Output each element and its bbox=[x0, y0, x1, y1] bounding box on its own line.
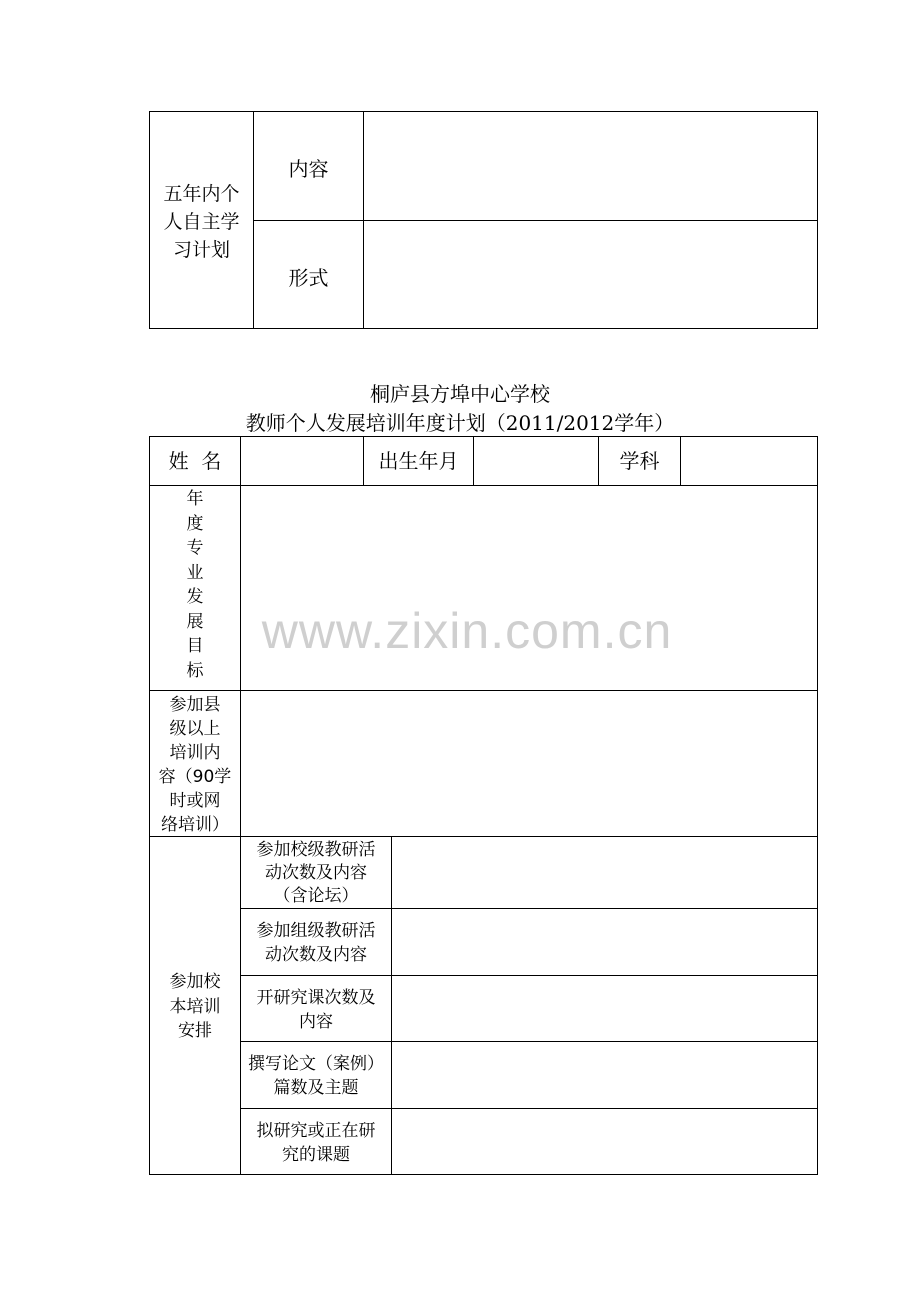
group-research-field[interactable] bbox=[393, 910, 816, 974]
goal-label-char: 展 bbox=[186, 611, 204, 632]
school-training-label-line: 参加校 bbox=[169, 972, 221, 992]
table1-row-header-line: 习计划 bbox=[172, 239, 230, 261]
plan-title: 教师个人发展培训年度计划（2011/2012学年） bbox=[245, 411, 675, 435]
school-training-label-line: 本培训 bbox=[169, 996, 221, 1017]
research-topic-label-line: 拟研究或正在研 bbox=[256, 1121, 376, 1141]
paper-field[interactable] bbox=[393, 1043, 816, 1107]
table2-hline-goal bbox=[149, 690, 818, 691]
paper-label bbox=[241, 1052, 391, 1100]
county-training-label-line: 络培训） bbox=[161, 815, 229, 835]
table2-hline-item-3 bbox=[240, 1041, 818, 1042]
name-field[interactable] bbox=[242, 438, 362, 484]
school-research-label-line: 参加校级教研活 bbox=[256, 840, 376, 860]
group-research-label-line: 参加组级教研活 bbox=[256, 921, 376, 941]
form-field[interactable] bbox=[365, 222, 816, 327]
open-lesson-label bbox=[241, 986, 391, 1034]
content-label: 内容 bbox=[288, 157, 329, 181]
table2-vline-header-4 bbox=[680, 436, 681, 486]
county-training-label-line: 级以上 bbox=[169, 719, 221, 739]
birth-label: 出生年月 bbox=[378, 449, 459, 473]
school-training-label bbox=[150, 970, 240, 1044]
goal-label-char: 目 bbox=[186, 636, 204, 656]
goal-label-char: 度 bbox=[186, 513, 204, 534]
table1-hline bbox=[253, 220, 818, 221]
content-field[interactable] bbox=[365, 113, 816, 219]
group-research-label bbox=[241, 919, 391, 967]
research-topic-field[interactable] bbox=[393, 1110, 816, 1174]
goal-label-char: 标 bbox=[186, 660, 204, 681]
table2-hline-item-4 bbox=[240, 1108, 818, 1109]
county-training-field[interactable] bbox=[242, 692, 816, 835]
research-topic-label-line: 究的课题 bbox=[282, 1145, 350, 1165]
form-label: 形式 bbox=[288, 266, 329, 290]
birth-field[interactable] bbox=[475, 438, 597, 484]
school-training-label-line: 安排 bbox=[178, 1021, 212, 1041]
county-training-label-line: 时或网 bbox=[169, 791, 221, 811]
table2-hline-item-2 bbox=[240, 975, 818, 976]
school-title: 桐庐县方埠中心学校 bbox=[370, 382, 550, 406]
research-topic-label bbox=[241, 1119, 391, 1167]
county-training-label-line: 培训内 bbox=[169, 743, 221, 763]
county-training-label-line: 参加县 bbox=[169, 695, 221, 715]
open-lesson-label-line: 开研究课次数及 bbox=[256, 988, 376, 1008]
paper-label-line: 篇数及主题 bbox=[273, 1078, 359, 1098]
table2-vline-items bbox=[391, 836, 392, 1175]
goal-label-char: 年 bbox=[186, 489, 204, 509]
table2-hline-item-1 bbox=[240, 908, 818, 909]
table1-row-header bbox=[150, 180, 253, 264]
school-research-label bbox=[241, 839, 391, 908]
open-lesson-field[interactable] bbox=[393, 977, 816, 1040]
subject-label: 学科 bbox=[619, 449, 660, 473]
county-training-label bbox=[150, 693, 240, 837]
school-research-field[interactable] bbox=[393, 838, 816, 907]
goal-label bbox=[150, 487, 240, 683]
watermark: www.zixin.com.cn bbox=[261, 603, 673, 659]
table2-hline-county bbox=[149, 836, 818, 837]
group-research-label-line: 动次数及内容 bbox=[265, 945, 367, 965]
school-research-label-line: （含论坛） bbox=[273, 886, 359, 906]
table1-row-header-line: 人自主学 bbox=[163, 211, 240, 233]
goal-label-char: 业 bbox=[186, 562, 204, 583]
table2-vline-header-2 bbox=[473, 436, 474, 486]
open-lesson-label-line: 内容 bbox=[299, 1012, 333, 1032]
table1-row-header-line: 五年内个 bbox=[163, 183, 240, 205]
goal-field[interactable] bbox=[242, 487, 816, 689]
subject-field[interactable] bbox=[682, 438, 816, 484]
goal-label-char: 发 bbox=[186, 587, 204, 607]
paper-label-line: 撰写论文（案例） bbox=[248, 1054, 384, 1074]
name-label: 姓 名 bbox=[168, 449, 222, 473]
county-training-label-line: 容（90学 bbox=[158, 767, 232, 787]
school-research-label-line: 动次数及内容 bbox=[265, 863, 367, 883]
table2-hline-header bbox=[149, 485, 818, 486]
goal-label-char: 专 bbox=[186, 538, 204, 558]
